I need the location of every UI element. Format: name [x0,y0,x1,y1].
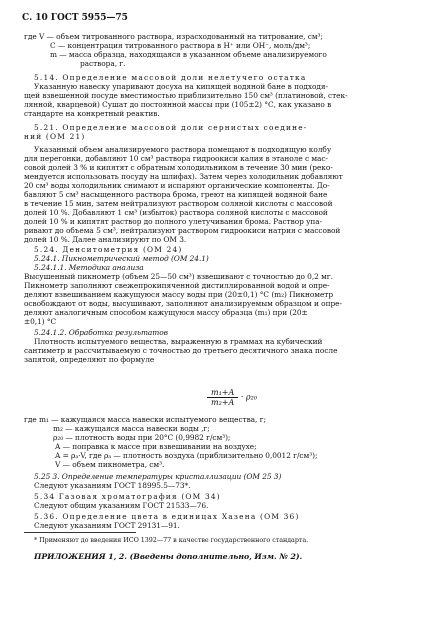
text-line: где V — объем титрованного раствора, израсходованный на титрование, см³; [24,32,323,41]
formula-denominator: m₂+A [211,398,235,407]
text-line: стандарте на конкретный реактив. [24,109,160,118]
text-line: m — масса образца, находящаяся в указанном объеме анализируемого [50,50,327,59]
text-line: лянной, кварцевой) Сушат до постоянной массы при (105±2) °С, как указано в [24,100,332,109]
text-line: деляют взвешиванием кажущуюся массу воды при (20±0,1) °С (m₂) Пикнометр [24,290,334,299]
text-line: щей взвешенной посуде вместимостью приблизительно 150 см³ (платиновой, стек- [24,91,348,100]
text-line: m₂ — кажущаяся масса навески воды ,г; [53,424,210,433]
text-line: мендуется использовать посуду на шлифах). Затем через холодильник добавляют [24,172,343,181]
density-formula [207,388,257,407]
section-heading: 5.14. Определение массовой доли нелетучего остатка [34,73,307,82]
text-line: раствора, г. [80,59,126,68]
section-heading: 5.24.1. Пикнометрический метод (ОМ 24.1) [34,254,209,263]
text-line: долей 10 % и кипятят раствор до полного улетучивания брома. Раствор упа- [24,217,323,226]
section-heading: 5.34 Газовая хроматография (ОМ 34) [34,492,221,501]
section-heading: 5.21. Определение массовой доли сернистых соедине- [34,123,308,132]
text-line: A = ρₐ·V, где ρₐ — плотность воздуха (приблизительно 0,0012 г/см³); [55,451,318,460]
text-line: освобождают от воды, высушивают, заполняют анализируемым образцом и опре- [24,299,342,308]
text-line: Указанный объем анализируемого раствора помещают в подходящую колбу [34,145,332,154]
section-heading: 5.36. Определение цвета в единицах Хазена (ОМ 36) [34,512,300,521]
text-line: ±0,1) °С [24,317,57,326]
formula-factor: · ρ₂₀ [240,392,258,402]
text-line: Указанную навеску упаривают досуха на кипящей водяной бане в подходя- [34,82,328,91]
text-line: запятой, определяют по формуле [24,355,155,364]
text-line: ривают до объема 5 см³, нейтрализуют раствором гидроокиси натрия с массовой [24,226,341,235]
formula-numerator: m₁+A [207,388,238,398]
text-line: для перегонки, добавляют 10 см³ раствора гидроокиси калия в этаноле с мас- [24,154,328,163]
section-heading: 5.24. Денситометрия (ОМ 24) [34,245,183,254]
text-line: ρ₂₀ — плотность воды при 20°С (0,9982 г/см³); [53,433,231,442]
text-line: С — концентрация титрованного раствора в H⁺ или OH⁻, моль/дм³; [50,41,311,50]
text-line: Следуют указаниям ГОСТ 29131—91. [34,521,180,530]
footnote: * Применяют до введения ИСО 1392—77 в качестве государственного стандарта. [34,536,309,544]
text-line: A — поправка к массе при взвешивании на воздухе; [55,442,257,451]
text-line: сантиметр и рассчитываемую с точностью до третьего десятичного знака после [24,346,338,355]
text-line: Следуют указаниям ГОСТ 18995.5—73*. [34,481,191,490]
text-line: долей 10 %. Далее анализируют по ОМ 3. [24,235,187,244]
text-line: Плотность испытуемого вещества, выраженную в граммах на кубический [34,337,323,346]
text-line: V — объем пикнометра, см³. [55,460,165,469]
text-line: Высушенный пикнометр (объем 25—50 см³) взвешивают с точностью до 0,2 мг. [24,272,333,281]
section-heading: 5.24.1.1. Методика анализа [34,263,144,272]
section-heading: 5.24.1.2. Обработка результатов [34,328,168,337]
text-line: Следуют общим указаниям ГОСТ 21533—76. [34,501,209,510]
text-line: где m₁ — кажущаяся масса навески испытуемого вещества, г; [24,415,266,424]
text-line: Пикнометр заполняют свежепрокипяченной дистиллированной водой и опре- [24,281,330,290]
section-heading: 5.25 3. Определение температуры кристаллизации (ОМ 25 3) [34,472,282,481]
text-line: 20 см³ воды холодильник снимают и испаряют органические компоненты. До- [24,181,330,190]
text-line: в течение 15 мин, затем нейтрализуют раствором соляной кислоты с массовой [24,199,333,208]
page-header: С. 10 ГОСТ 5955—75 [22,13,128,23]
text-line: совой долей 3 % и кипятят с обратным холодильником в течение 30 мин (реко- [24,163,333,172]
text-line: бавляют 5 см³ насыщенного раствора брома, греют на кипящей водяной бане [24,190,328,199]
footnote-divider [24,532,136,533]
text-line: долей 10 %. Добавляют 1 см³ (избыток) раствора соляной кислоты с массовой [24,208,328,217]
appendix-note: ПРИЛОЖЕНИЯ 1, 2. (Введены дополнительно, Изм. № 2). [34,552,303,561]
text-line: деляют аналогичным способом кажущуюся массу образца (m₁) при (20± [24,308,308,317]
formula-fraction [207,388,238,407]
section-heading: ний (ОМ 21) [24,132,86,141]
